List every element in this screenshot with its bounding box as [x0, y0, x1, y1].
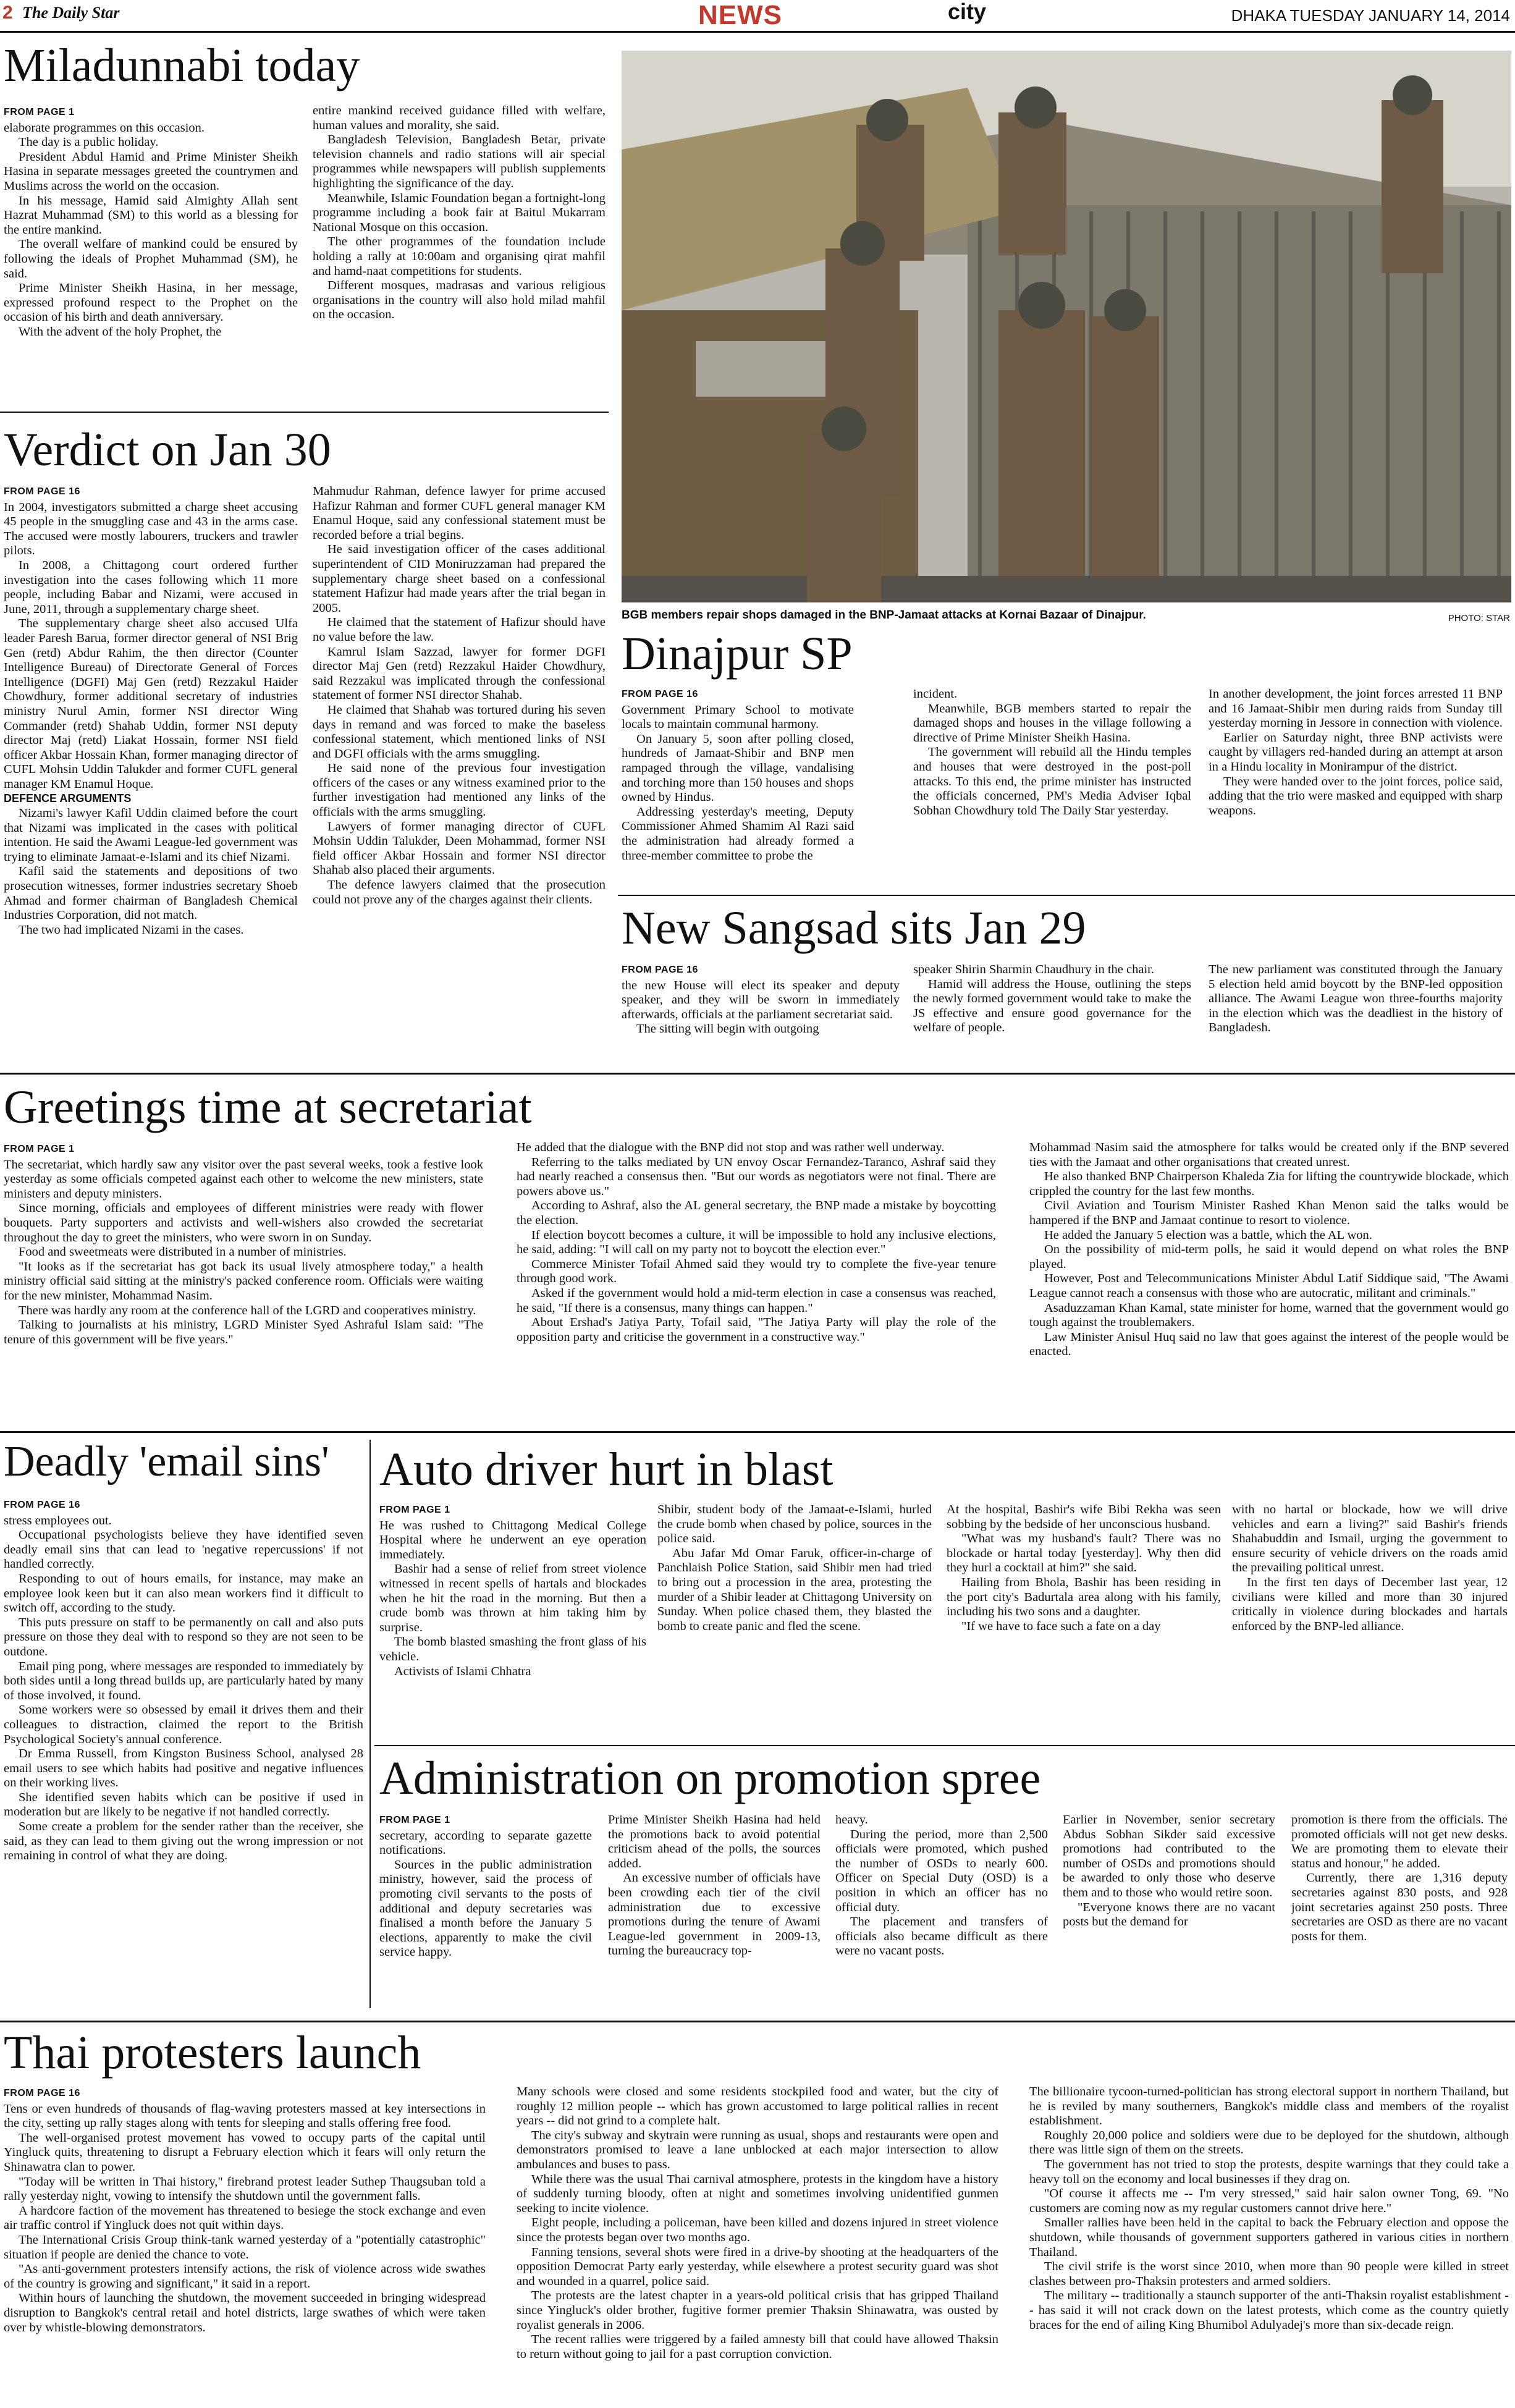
- paragraph: The well-organised protest movement has vowed to occupy parts of the capital until Yingluck quits, threatening to disrupt a February election which it fears will only return the Shinawatra clan to power.: [4, 2131, 486, 2174]
- paragraph: The secretariat, which hardly saw any visitor over the past several weeks, took a festive look yesterday as some officials competed against each other to welcome the new ministers, state ministers and deputy ministers.: [4, 1157, 483, 1201]
- jump-label: FROM PAGE 16: [4, 2088, 80, 2098]
- paragraph: Eight people, including a policeman, have been killed and dozens injured in street violence since the protests began over two months ago.: [517, 2216, 998, 2244]
- admin-col-5: [1291, 1813, 1508, 2017]
- auto-col-4: [1232, 1503, 1508, 1738]
- paragraph: The other programmes of the foundation include holding a rally at 10:00am and organising qirat mahfil and hamd-naat competitions for students.: [313, 235, 606, 278]
- paragraph: Kafil said the statements and depositions of two prosecution witnesses, former industries secretary Shoeb Ahmad and former chairman of Bangladesh Chemical Industries Corporation, did not match.: [4, 864, 298, 923]
- paragraph: Nizami's lawyer Kafil Uddin claimed before the court that Nizami was implicated in the cases with political intention. He said the Awami League-led government was trying to eliminate Jamaat-e-Islami and its chief Nizami.: [4, 806, 298, 864]
- paper-name: The Daily Star: [22, 4, 120, 22]
- headline-dinajpur: Dinajpur SP: [622, 628, 853, 680]
- paragraph: Meanwhile, BGB members started to repair the damaged shops and houses in the village following a directive of Prime Minister Sheikh Hasina.: [913, 701, 1191, 745]
- paragraph: The recent rallies were triggered by a failed amnesty bill that could have allowed Thaksin to return without going to jail for a past corruption conviction.: [517, 2333, 998, 2361]
- paragraph: Bangladesh Television, Bangladesh Betar, private television channels and radio stations will air special programmes while newspapers will publish supplements highlighting the significance of the day.: [313, 133, 606, 190]
- sangsad-col-2: [913, 963, 1191, 1063]
- paragraph: In 2008, a Chittagong court ordered further investigation into the cases following which 11 more people, including Babar and Nizami, were accused in June, 2011, through a supplementary charge sheet.: [4, 558, 298, 616]
- paragraph: The government will rebuild all the Hindu temples and houses that were destroyed in the post-poll attacks. To this end, the prime minister has instructed the officials concerned, PM's Media Adviser Iqbal Sobhan Chowdhury told The Daily Star yesterday.: [913, 745, 1191, 817]
- verdict-col-2: [313, 484, 606, 1057]
- paragraph: While there was the usual Thai carnival atmosphere, protests in the kingdom have a history of suddenly turning bloody, often at night and sometimes involving unidentified gunmen seeking to incite violence.: [517, 2172, 998, 2215]
- paragraph: They were handed over to the joint forces, police said, adding that the trio were masked and equipped with sharp weapons.: [1209, 774, 1503, 817]
- paragraph: The billionaire tycoon-turned-politician has strong electoral support in northern Thailand, but he is reviled by many southerners, Bangkok's middle class and members of the royalist establishment.: [1029, 2085, 1509, 2128]
- sangsad-col-3: [1209, 963, 1503, 1063]
- paragraph: According to Ashraf, also the AL general secretary, the BNP made a mistake by boycotting the election.: [517, 1199, 996, 1227]
- paragraph: The sitting will begin with outgoing: [636, 1022, 819, 1036]
- auto-col-1: [379, 1503, 646, 1738]
- paragraph: He claimed that the statement of Hafizur should have no value before the law.: [313, 615, 606, 644]
- paragraph: stress employees out.: [4, 1513, 112, 1527]
- paragraph: Prime Minister Sheikh Hasina had held the promotions back to avoid potential criticism ahead of the polls, the sources added.: [608, 1813, 821, 1870]
- bgb-repair-photo: [622, 51, 1511, 602]
- jump-label: FROM PAGE 1: [4, 1144, 75, 1154]
- admin-col-3: [835, 1813, 1048, 2017]
- paragraph: On January 5, soon after polling closed, hundreds of Jamaat-Shibir and BNP men rampaged through the village, vandalising and torching more than 150 houses and shops owned by Hindus.: [622, 732, 854, 805]
- paragraph: An excessive number of officials have been crowding each tier of the civil administration due to excessive promotions during the tenure of Awami League-led government in 2009-13, turning the bureaucracy top-: [608, 1871, 821, 1958]
- paragraph: In the first ten days of December last year, 12 civilians were killed and more than 30 injured critically in violence during blockades and hartals enforced by the BNP-led alliance.: [1232, 1575, 1508, 1633]
- thai-col-2: [517, 2085, 998, 2405]
- divider-greetings: [0, 1073, 1515, 1075]
- paragraph: Earlier on Saturday night, three BNP activists were caught by villagers red-handed during an attempt at arson in a Hindu locality in Monirampur of the district.: [1209, 730, 1503, 774]
- paragraph: Earlier in November, senior secretary Abdus Sobhan Sikder said excessive promotions had contributed to the number of OSDs and promotions should be awarded to only those who deserve them and to those who would retire soon.: [1063, 1813, 1275, 1899]
- paragraph: Responding to out of hours emails, for instance, may make an employee look keen but it can also mean workers find it difficult to switch off, according to the study.: [4, 1571, 363, 1615]
- paragraph: With the advent of the holy Prophet, the: [19, 324, 222, 339]
- paragraph: Hamid will address the House, outlining the steps the newly formed government would take to make the JS effective and ensure good governance for the welfare of people.: [913, 977, 1191, 1035]
- paragraph: The city's subway and skytrain were running as usual, shops and restaurants were open and demonstrators promised to leave a lane unblocked at each major intersection to allow ambulances and buses to pass.: [517, 2128, 998, 2171]
- dinajpur-col-3: [1209, 687, 1503, 887]
- sangsad-col-1: [622, 963, 900, 1063]
- paragraph: Occupational psychologists believe they have identified seven deadly email sins that can lead to 'negative repercussions' if not handled correctly.: [4, 1528, 363, 1571]
- paragraph: Tens or even hundreds of thousands of flag-waving protesters massed at key intersections in the city, setting up rally stages along with tents for sleeping and stalls offering free food.: [4, 2102, 486, 2131]
- paragraph: The civil strife is the worst since 2010, when more than 90 people were killed in street clashes between pro-Thaksin protesters and armed soldiers.: [1029, 2260, 1509, 2288]
- page-number: 2: [2, 2, 13, 23]
- paragraph: Email ping pong, where messages are responded to immediately by both sides until a long thread builds up, are particularly hated by many of those involved, it found.: [4, 1659, 363, 1702]
- paragraph: Asked if the government would hold a mid-term election in case a consensus was reached, he said, "If there is a consensus, many things can happen.": [517, 1286, 996, 1315]
- divider-lower: [0, 1431, 1515, 1433]
- paragraph: Smaller rallies have been held in the capital to back the February election and oppose the shutdown, while thousands of government supporters gathered in various cities in northern Thailand.: [1029, 2216, 1509, 2259]
- paragraph: Law Minister Anisul Huq said no law that goes against the interest of the people would be enacted.: [1029, 1330, 1509, 1359]
- paragraph: speaker Shirin Sharmin Chaudhury in the chair.: [913, 963, 1154, 976]
- paragraph: Referring to the talks mediated by UN envoy Oscar Fernandez-Taranco, Ashraf said they had nearly reached a consensus then. "But our words as negotiators were not final. There are powers above us.": [517, 1155, 996, 1198]
- paragraph: The bomb blasted smashing the front glass of his vehicle.: [379, 1635, 646, 1663]
- paragraph: Since morning, officials and employees of different ministries were ready with flower bouquets. Party supporters and activists and well-wishers also crowded the secretariat throughout the day to greet the ministers, who were sworn in on Sunday.: [4, 1201, 483, 1244]
- news-photo: [622, 51, 1511, 602]
- paragraph: In 2004, investigators submitted a charge sheet accusing 45 people in the smuggling case and 43 in the arms case. The accused were mostly labourers, truckers and trawler pilots.: [4, 500, 298, 558]
- paragraph: However, Post and Telecommunications Minister Abdul Latif Siddique said, "The Awami League cannot reach a consensus with those who are autocratic, militant and criminals.": [1029, 1272, 1509, 1300]
- paragraph: He added that the dialogue with the BNP did not stop and was rather well underway.: [517, 1141, 945, 1154]
- paragraph: "What was my husband's fault? There was no blockade or hartal today [yesterday]. Why then did they hurl a cocktail at him?" she said.: [947, 1532, 1221, 1575]
- paragraph: Shibir, student body of the Jamaat-e-Islami, hurled the crude bomb when chased by police, sources in the police said.: [657, 1503, 932, 1546]
- paragraph: During the period, more than 2,500 officials were promoted, which pushed the number of OSDs to nearly 600. Officer on Special Duty (OSD) is a position in which an officer has no official duty.: [835, 1827, 1048, 1914]
- paragraph: In another development, the joint forces arrested 11 BNP and 16 Jamaat-Shibir men during raids from Sunday till yesterday morning in Jessore in connection with violence.: [1209, 687, 1503, 730]
- paragraph: He claimed that Shahab was tortured during his seven days in remand and was forced to make the baseless confessional statement, which mentioned links of NSI and DGFI officials with the arms smuggling.: [313, 703, 606, 761]
- verdict-col-1: [4, 484, 298, 1057]
- paragraph: Within hours of launching the shutdown, the movement succeeded in bringing widespread disruption to Bangkok's central retail and hotel districts, large swathes of which were taken over by whistle-blowing demonstrators.: [4, 2291, 486, 2334]
- auto-col-2: [657, 1503, 932, 1738]
- divider-thai: [0, 2021, 1515, 2022]
- paragraph: elaborate programmes on this occasion.: [4, 120, 205, 135]
- paragraph: promotion is there from the officials. The promoted officials will not get new desks. We are promoting them to elevate their status and honour," he added.: [1291, 1813, 1508, 1870]
- headline-greetings: Greetings time at secretariat: [4, 1081, 532, 1133]
- jump-label: FROM PAGE 16: [622, 689, 698, 699]
- paragraph: Dr Emma Russell, from Kingston Business School, analysed 28 email users to see which habits had positive and negative influences on their working lives.: [4, 1747, 363, 1790]
- paragraph: Commerce Minister Tofail Ahmed said they would try to complete the five-year tenure through good work.: [517, 1257, 996, 1286]
- paragraph: If election boycott becomes a culture, it will be impossible to hold any inclusive elections, he said, adding: "I will call on my party not to boycott the election ever.": [517, 1228, 996, 1257]
- paragraph: At the hospital, Bashir's wife Bibi Rekha was seen sobbing by the bedside of her unconscious husband.: [947, 1503, 1221, 1531]
- paragraph: Fanning tensions, several shots were fired in a drive-by shooting at the headquarters of the opposition Democrat Party early yesterday, while elsewhere a protest security guard was shot and wounded in a quarrel, police said.: [517, 2245, 998, 2288]
- divider-sangsad: [618, 895, 1515, 896]
- photo-caption: BGB members repair shops damaged in the BNP-Jamaat attacks at Kornai Bazaar of Dinajpur.: [622, 609, 1146, 622]
- headline-email: Deadly 'email sins': [4, 1438, 329, 1485]
- jump-label: FROM PAGE 1: [4, 107, 75, 117]
- paragraph: A hardcore faction of the movement has threatened to besiege the stock exchange and even air traffic control if Yingluck does not quit within days.: [4, 2203, 486, 2233]
- paragraph: Activists of Islami Chhatra: [394, 1664, 531, 1678]
- paragraph: "Of course it affects me -- I'm very stressed," said hair salon owner Tong, 69. "No customers are coming now as my regular customers cannot drive here.": [1029, 2187, 1509, 2215]
- admin-col-2: [608, 1813, 821, 2017]
- paragraph: Government Primary School to motivate locals to maintain communal harmony.: [622, 703, 854, 732]
- jump-label: FROM PAGE 16: [4, 1500, 80, 1510]
- paragraph: On the possibility of mid-term polls, he said it would depend on what roles the BNP played.: [1029, 1243, 1509, 1271]
- paragraph: with no hartal or blockade, how we will drive vehicles and earn a living?" said Bashir's friends Shahabuddin and Ismail, urging the government to ensure security of vehicle drivers on the roads amid the prevailing political unrest.: [1232, 1503, 1508, 1575]
- paragraph: In his message, Hamid said Almighty Allah sent Hazrat Muhammad (SM) to this world as a blessing for the entire mankind.: [4, 193, 298, 237]
- paragraph: Mohammad Nasim said the atmosphere for talks would be created only if the BNP severed ties with the Jamaat and other organisations that created unrest.: [1029, 1141, 1509, 1169]
- paragraph: Talking to journalists at his ministry, LGRD Minister Syed Ashraful Islam said: "The tenure of this government will be five years.": [4, 1318, 483, 1346]
- paragraph: entire mankind received guidance filled with welfare, human values and morality, she said.: [313, 104, 606, 132]
- photo-credit: PHOTO: STAR: [1448, 613, 1510, 623]
- section-label: NEWS: [698, 0, 782, 30]
- paragraph: The day is a public holiday.: [19, 135, 159, 150]
- subsection-label: city: [948, 0, 987, 24]
- paragraph: Meanwhile, Islamic Foundation began a fortnight-long programme including a book fair at Baitul Mukarram National Mosque on this occasion.: [313, 191, 606, 234]
- jump-label: FROM PAGE 16: [622, 965, 698, 975]
- thai-col-1: [4, 2086, 486, 2405]
- email-col-1: [4, 1498, 363, 2014]
- paragraph: President Abdul Hamid and Prime Minister Sheikh Hasina in separate messages greeted the countrymen and Muslims across the world on the occasion.: [4, 150, 298, 193]
- divider-verdict: [0, 412, 609, 413]
- paragraph: Civil Aviation and Tourism Minister Rashed Khan Menon said the talks would be hampered if the BNP and Jamaat continue to resort to violence.: [1029, 1199, 1509, 1227]
- paragraph: "It looks as if the secretariat has got back its usual lively atmosphere today," a health ministry official said sitting at the ministry's packed conference room. Officials were waiting for the new minister, Mohammad Nasim.: [4, 1259, 483, 1303]
- paragraph: The supplementary charge sheet also accused Ulfa leader Paresh Barua, former director general of NSI Brig Gen (retd) Abdur Rahim, the then director (Counter Intelligence Bureau) of Directorate General of Forces Intelligence (DGFI) Maj Gen (retd) Rezzakul Haider Chowdhury, former additional secretary of industries ministry Nurul Amin, former NSI director Wing Commander (retd) Shahab Uddin, former NSI deputy director Maj (retd) Liakat Hossain, former NSI field officer Akbar Hossain Khan, former managing director of CUFL Mohsin Uddin Talukder and former CUFL general manager KM Enamul Hoque.: [4, 617, 298, 791]
- headline-admin: Administration on promotion spree: [379, 1752, 1041, 1804]
- paragraph: The protests are the latest chapter in a years-old political crisis that has gripped Thailand since Yingluck's older brother, fugitive former premier Thaksin Shinawatra, was ousted by royalist generals in 2006.: [517, 2289, 998, 2332]
- paragraph: Currently, there are 1,316 deputy secretaries against 830 posts, and 928 joint secretaries against 250 posts. Three secretaries are OSD as there are no vacant posts for them.: [1291, 1871, 1508, 1943]
- paragraph: The military -- traditionally a staunch supporter of the anti-Thaksin royalist establishment -- has said it will not crack down on the latest protests, which come as the country quietly braces for the end of ailing King Bhumibol Adulyadej's more than six-decade reign.: [1029, 2289, 1509, 2332]
- paragraph: Some create a problem for the sender rather than the receiver, she said, as they can lead to them giving out the wrong impression or not remaining in control of what they are doing.: [4, 1820, 363, 1863]
- paragraph: He said investigation officer of the cases additional superintendent of CID Moniruzzaman had prepared the supplementary charge sheet based on a confessional statement Hafizur had made years after the trial began in 2005.: [313, 543, 606, 615]
- headline-thai: Thai protesters launch: [4, 2027, 421, 2079]
- divider-admin: [374, 1745, 1515, 1746]
- paragraph: Sources in the public administration ministry, however, said the process of promoting civil servants to the posts of additional and deputy secretaries was finalised a month before the January 5 elections, apparently to make the civil service happy.: [379, 1857, 592, 1959]
- paragraph: He also thanked BNP Chairperson Khaleda Zia for lifting the countrywide blockade, which crippled the country for the last few months.: [1029, 1170, 1509, 1198]
- paragraph: incident.: [913, 687, 958, 701]
- paragraph: the new House will elect its speaker and deputy speaker, and they will be sworn in immediately afterwards, officials at the parliament secretariat said.: [622, 978, 900, 1021]
- paragraph: He added the January 5 election was a battle, which the AL won.: [1044, 1228, 1372, 1242]
- divider-email-vertical: [369, 1440, 371, 2008]
- jump-label: FROM PAGE 16: [4, 486, 80, 497]
- paragraph: Different mosques, madrasas and various religious organisations in the country will also hold milad mahfil on the occasion.: [313, 279, 606, 322]
- paragraph: Some workers were so obsessed by email it drives them and their colleagues to distraction, claimed the report to the British Psychological Society's annual conference.: [4, 1703, 363, 1746]
- auto-col-3: [947, 1503, 1221, 1738]
- greetings-col-2: [517, 1141, 996, 1422]
- paragraph: The overall welfare of mankind could be ensured by following the ideals of Prophet Muhammad (SM), he said.: [4, 237, 298, 281]
- paragraph: "Everyone knows there are no vacant posts but the demand for: [1063, 1900, 1275, 1929]
- paragraph: About Ershad's Jatiya Party, Tofail said, "The Jatiya Party will play the role of the opposition party and criticise the government in a constructive way.": [517, 1316, 996, 1344]
- paragraph: The International Crisis Group think-tank warned yesterday of a "potentially catastrophic" situation if people are denied the chance to vote.: [4, 2233, 486, 2262]
- admin-col-4: [1063, 1813, 1275, 2017]
- paragraph: Prime Minister Sheikh Hasina, in her message, expressed profound respect to the Prophet on the occasion of his birth and death anniversary.: [4, 281, 298, 324]
- miladunnabi-col-1: [4, 105, 298, 397]
- paragraph: heavy.: [835, 1813, 868, 1827]
- paragraph: Hailing from Bhola, Bashir has been residing in the port city's Badurtala area along with his family, including his two sons and a daughter.: [947, 1575, 1221, 1619]
- paragraph: secretary, according to separate gazette notifications.: [379, 1828, 592, 1857]
- paragraph: Addressing yesterday's meeting, Deputy Commissioner Ahmed Shamim Al Razi said the administration had already formed a three-member committee to probe the: [622, 805, 854, 863]
- paragraph: The placement and transfers of officials also became difficult as there were no vacant posts.: [835, 1915, 1048, 1958]
- dinajpur-col-2: [913, 687, 1191, 887]
- headline-miladunnabi: Miladunnabi today: [4, 40, 360, 91]
- paragraph: Mahmudur Rahman, defence lawyer for prime accused Hafizur Rahman and former CUFL general manager KM Enamul Hoque, said any confessional statement must be recorded before a trial begins.: [313, 484, 606, 542]
- paragraph: Kamrul Islam Sazzad, lawyer for former DGFI director Maj Gen (retd) Rezzakul Haider Chowdhury, said Rezzakul was implicated through the confessional statement of former NSI director Shahab.: [313, 644, 606, 703]
- jump-label: FROM PAGE 1: [379, 1505, 450, 1515]
- paragraph: She identified seven habits which can be positive if used in moderation but are likely to be negative if not handled correctly.: [4, 1790, 363, 1819]
- jump-label: FROM PAGE 1: [379, 1815, 450, 1825]
- headline-sangsad: New Sangsad sits Jan 29: [622, 902, 1086, 954]
- greetings-col-3: [1029, 1141, 1509, 1422]
- subheading: DEFENCE ARGUMENTS: [4, 792, 132, 805]
- dinajpur-col-1: [622, 687, 854, 887]
- paragraph: Many schools were closed and some residents stockpiled food and water, but the city of roughly 12 million people -- which has grown accustomed to large political rallies in recent years -- did not grind to a complete halt.: [517, 2085, 998, 2128]
- paragraph: The government has not tried to stop the protests, despite warnings that they could take a heavy toll on the economy and local businesses if they drag on.: [1029, 2157, 1509, 2186]
- paragraph: "Today will be written in Thai history," firebrand protest leader Suthep Thaugsuban told a rally yesterday night, vowing to intensify the shutdown until the government falls.: [4, 2174, 486, 2203]
- paragraph: Roughly 20,000 police and soldiers were due to be deployed for the shutdown, although there was little sign of them on the streets.: [1029, 2128, 1509, 2157]
- dateline: DHAKA TUESDAY JANUARY 14, 2014: [1231, 6, 1510, 25]
- paragraph: He said none of the previous four investigation officers of the cases or any witness examined prior to the further investigation had mentioned any links of the officials with the arms smuggling.: [313, 761, 606, 819]
- thai-col-3: [1029, 2085, 1509, 2405]
- paragraph: "As anti-government protesters intensify actions, the risk of violence across wide swathes of the country is growing and significant," it said in a report.: [4, 2262, 486, 2291]
- headline-auto: Auto driver hurt in blast: [379, 1443, 833, 1495]
- paragraph: The defence lawyers claimed that the prosecution could not prove any of the charges against their clients.: [313, 878, 606, 906]
- paragraph: "If we have to face such a fate on a day: [961, 1619, 1161, 1633]
- paragraph: Lawyers of former managing director of CUFL Mohsin Uddin Talukder, Deen Mohammad, former NSI field officer Akbar Hossain and former NSI director Shahab also placed their arguments.: [313, 819, 606, 877]
- masthead-rule: [0, 31, 1515, 33]
- paragraph: Asaduzzaman Khan Kamal, state minister for home, warned that the government would go tough against the troublemakers.: [1029, 1301, 1509, 1330]
- paragraph: The new parliament was constituted through the January 5 election held amid boycott by the BNP-led opposition alliance. The Awami League won three-fourths majority in the election which was the deadliest in the history of Bangladesh.: [1209, 963, 1503, 1035]
- greetings-col-1: [4, 1142, 483, 1422]
- paragraph: Food and sweetmeats were distributed in a number of ministries.: [19, 1245, 347, 1259]
- paragraph: Bashir had a sense of relief from street violence witnessed in recent spells of hartals and blockades when he hit the road in the morning. But then a crude bomb was thrown at him taking him by surprise.: [379, 1562, 646, 1634]
- miladunnabi-col-2: [313, 104, 606, 397]
- paragraph: Abu Jafar Md Omar Faruk, officer-in-charge of Panchlaish Police Station, said Shibir men had tried to bring out a procession in the area, protesting the murder of a Shibir leader at Chittagong University on Sunday. When police chased them, they blasted the bomb to create panic and fled the scene.: [657, 1546, 932, 1633]
- paragraph: This puts pressure on staff to be permanently on call and also puts pressure on those they deal with to respond so they are not seen to be outdone.: [4, 1615, 363, 1658]
- admin-col-1: [379, 1813, 592, 2017]
- paragraph: There was hardly any room at the conference hall of the LGRD and cooperatives ministry.: [19, 1303, 476, 1317]
- paragraph: He was rushed to Chittagong Medical College Hospital where he underwent an eye operation immediately.: [379, 1518, 646, 1561]
- paragraph: The two had implicated Nizami in the cases.: [19, 923, 244, 937]
- headline-verdict: Verdict on Jan 30: [4, 424, 331, 476]
